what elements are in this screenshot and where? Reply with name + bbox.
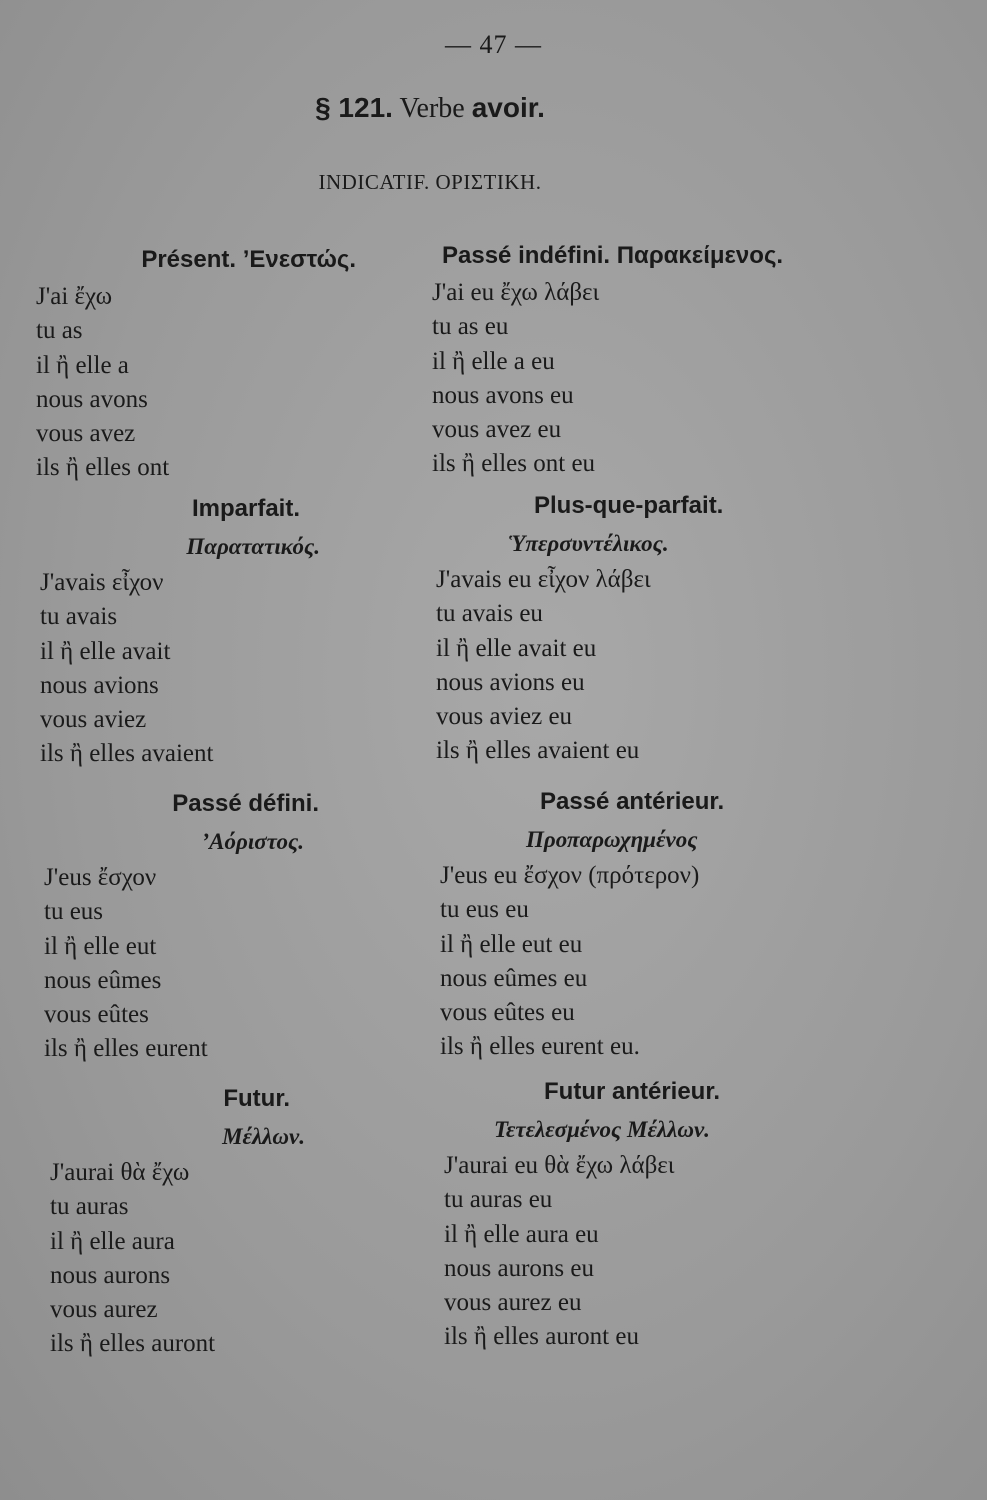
- conj-line: il ἢ elle avait eu: [436, 634, 597, 662]
- conj-line: J'avais eu εἶχον λάβει: [436, 566, 651, 593]
- conj-line: tu avais: [40, 603, 118, 631]
- page-number: — 47 —: [445, 30, 542, 59]
- section-title: [0, 92, 860, 125]
- conj-line: ils ἢ elles auront eu: [444, 1323, 639, 1351]
- conj-line: tu as eu: [432, 313, 509, 341]
- conj-line: il ἢ elle aura eu: [444, 1220, 599, 1248]
- conj-line: vous eûtes: [44, 1001, 149, 1029]
- conj-line: J'aurai eu θὰ ἔχω λάβει: [444, 1152, 675, 1179]
- tense-greek-heading: Τετελεσμένος Μέλλων.: [494, 1117, 710, 1142]
- conj-line: ils ἢ elles ont: [36, 454, 170, 482]
- conj-line: J'aurai θὰ ἔχω: [50, 1159, 190, 1186]
- tense-heading: Passé défini.: [172, 790, 319, 817]
- tense-plus-que-parfait: [436, 487, 856, 769]
- conj-line: ils ἢ elles avaient eu: [436, 737, 640, 765]
- tense-futur: [50, 1080, 315, 1362]
- conj-line: vous aurez eu: [444, 1289, 582, 1317]
- conj-line: ils ἢ elles avaient: [40, 740, 214, 768]
- conj-line: ils ἢ elles eurent eu.: [440, 1033, 640, 1061]
- conj-line: tu auras eu: [444, 1186, 553, 1214]
- conj-line: nous avons eu: [432, 381, 574, 409]
- tense-futur-anterieur: [444, 1073, 864, 1355]
- tense-heading: Imparfait.: [191, 495, 300, 522]
- tense-greek-heading: Μέλλων.: [222, 1124, 305, 1149]
- conj-line: nous eûmes: [44, 966, 162, 994]
- conj-line: il ἢ elle a eu: [432, 347, 555, 375]
- conj-line: vous aviez: [40, 706, 147, 734]
- section-number: § 121.: [315, 92, 393, 123]
- conj-line: nous avions: [40, 671, 159, 699]
- conj-line: tu eus: [44, 898, 104, 926]
- tense-present: [36, 240, 356, 486]
- conj-line: J'eus ἔσχον: [44, 864, 157, 891]
- conj-line: J'avais εἶχον: [40, 569, 164, 596]
- conj-line: vous aurez: [50, 1296, 158, 1324]
- conj-line: J'ai eu ἔχω λάβει: [432, 279, 600, 306]
- tense-greek-heading: ʼΑόριστος.: [201, 829, 304, 854]
- conj-line: tu eus eu: [440, 896, 529, 924]
- tense-greek-heading: Ὑπερσυντέλικος.: [508, 531, 669, 556]
- conj-line: J'ai ἔχω: [36, 283, 113, 310]
- tense-passe-defini: [44, 785, 324, 1067]
- conj-line: nous avons: [36, 385, 148, 413]
- tense-heading: Futur.: [223, 1085, 290, 1112]
- conj-line: il ἢ elle aura: [50, 1227, 175, 1255]
- conj-line: nous eûmes eu: [440, 964, 588, 992]
- tense-greek-heading: Προπαρωχημένος: [526, 827, 698, 852]
- conj-line: nous avions eu: [436, 668, 585, 696]
- conj-line: ils ἢ elles eurent: [44, 1035, 208, 1063]
- conj-line: il ἢ elle eut: [44, 932, 157, 960]
- tense-imparfait: [40, 490, 320, 772]
- conj-line: vous avez eu: [432, 416, 562, 444]
- conj-line: tu as: [36, 317, 83, 345]
- conj-line: nous aurons eu: [444, 1254, 594, 1282]
- section-title-verb: avoir.: [471, 92, 545, 123]
- conj-line: nous aurons: [50, 1261, 171, 1289]
- conj-line: vous aviez eu: [436, 703, 573, 731]
- conj-line: tu avais eu: [436, 600, 543, 628]
- tense-heading: Passé antérieur.: [540, 788, 725, 815]
- tense-heading: Plus-que-parfait.: [534, 492, 724, 519]
- tense-passe-indefini: [432, 236, 852, 482]
- section-title-prefix: Verbe: [399, 93, 465, 124]
- tense-heading: Passé indéfini. Παρακείμενος.: [442, 242, 784, 269]
- mood-heading: INDICATIF. ΟΡΙΣΤΙΚΗ.: [318, 170, 542, 194]
- conj-line: il ἢ elle eut eu: [440, 930, 583, 958]
- tense-passe-anterieur: [440, 783, 860, 1065]
- conj-line: il ἢ elle a: [36, 351, 129, 379]
- conj-line: tu auras: [50, 1193, 129, 1221]
- conj-line: ils ἢ elles ont eu: [432, 450, 596, 478]
- conj-line: vous eûtes eu: [440, 999, 575, 1027]
- conj-line: vous avez: [36, 420, 136, 448]
- tense-greek-heading: Παρατατικός.: [186, 534, 320, 559]
- tense-heading: Présent. ʼΕνεστώς.: [141, 246, 356, 273]
- tense-heading: Futur antérieur.: [544, 1078, 721, 1105]
- conj-line: il ἢ elle avait: [40, 637, 171, 665]
- conj-line: J'eus eu ἔσχον (πρότερον): [440, 862, 700, 889]
- conj-line: ils ἢ elles auront: [50, 1330, 216, 1358]
